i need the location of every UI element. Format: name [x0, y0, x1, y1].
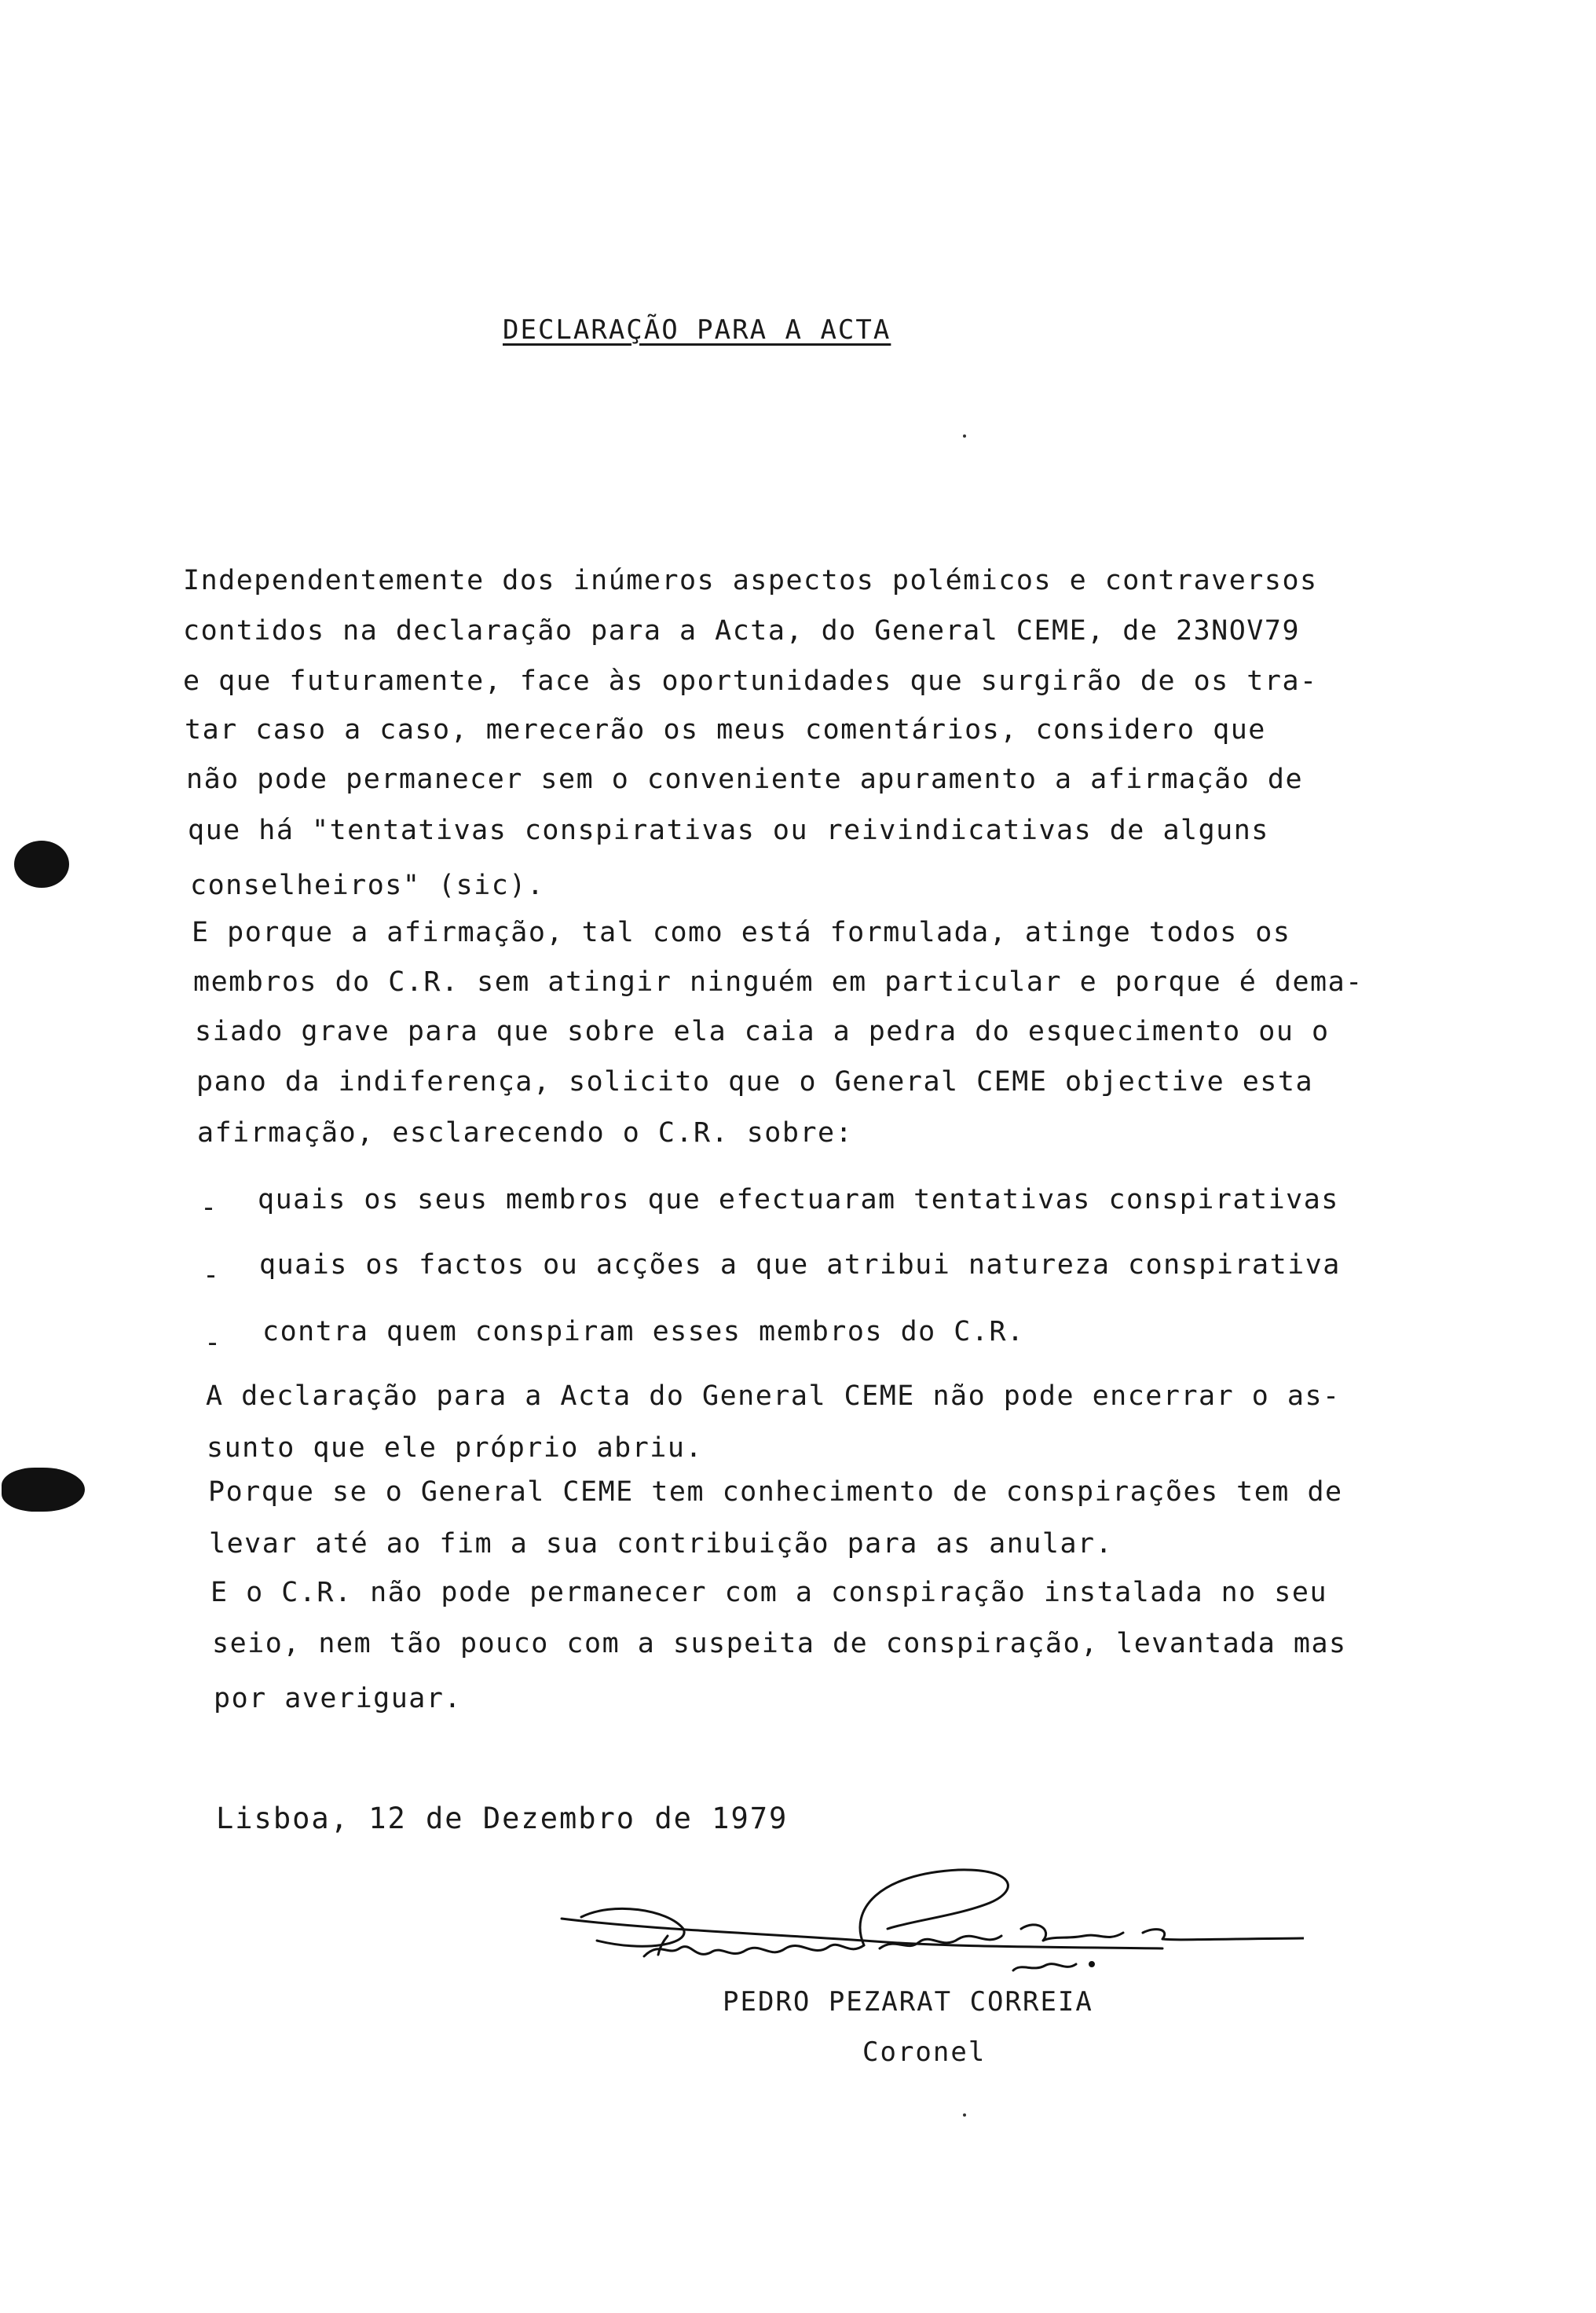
document-date: Lisboa, 12 de Dezembro de 1979: [216, 1802, 789, 1835]
body-line: não pode permanecer sem o conveniente apuramento a afirmação de: [186, 764, 1304, 795]
body-line: e que futuramente, face às oportunidades que surgirão de os tra-: [183, 665, 1318, 697]
signatory-name: PEDRO PEZARAT CORREIA: [723, 1986, 1093, 2018]
body-line: E porque a afirmação, tal como está formulada, atinge todos os: [192, 917, 1291, 948]
bullet-item: quais os seus membros que efectuaram tentativas conspirativas: [258, 1184, 1339, 1215]
closing-line: E o C.R. não pode permanecer com a conspiração instalada no seu: [210, 1577, 1328, 1608]
closing-line: por averiguar.: [214, 1683, 463, 1714]
closing-line: seio, nem tão pouco com a suspeita de conspiração, levantada mas: [212, 1628, 1347, 1659]
body-line: membros do C.R. sem atingir ninguém em particular e porque é dema-: [193, 966, 1364, 998]
bullet-item: contra quem conspiram esses membros do C.R.: [262, 1316, 1025, 1347]
closing-line: sunto que ele próprio abriu.: [207, 1432, 704, 1464]
bullet-item: quais os factos ou acções a que atribui natureza conspirativa: [259, 1249, 1341, 1281]
closing-line: Porque se o General CEME tem conhecimento de conspirações tem de: [208, 1476, 1343, 1508]
signatory-rank: Coronel: [862, 2036, 987, 2068]
bullet-marker: -: [203, 1259, 220, 1291]
handwritten-signature: [550, 1854, 1304, 1988]
punch-hole-top: [14, 841, 69, 888]
body-line: afirmação, esclarecendo o C.R. sobre:: [197, 1117, 854, 1149]
body-line: conselheiros" (sic).: [190, 870, 545, 901]
body-line: siado grave para que sobre ela caia a pedra do esquecimento ou o: [195, 1016, 1330, 1047]
bullet-marker: -: [200, 1192, 218, 1223]
scan-speck: [963, 434, 966, 438]
bullet-marker: -: [204, 1327, 221, 1358]
punch-hole-bottom: [2, 1468, 85, 1512]
body-line: contidos na declaração para a Acta, do General CEME, de 23NOV79: [183, 615, 1301, 647]
body-line: tar caso a caso, merecerão os meus comentários, considero que: [185, 714, 1266, 746]
body-line: Independentemente dos inúmeros aspectos polémicos e contraversos: [183, 565, 1318, 596]
scan-speck: [963, 2113, 966, 2117]
closing-line: A declaração para a Acta do General CEME não pode encerrar o as-: [206, 1380, 1341, 1412]
closing-line: levar até ao fim a sua contribuição para as anular.: [209, 1528, 1114, 1560]
document-title: DECLARAÇÃO PARA A ACTA: [503, 314, 891, 346]
body-line: pano da indiferença, solicito que o General CEME objective esta: [196, 1066, 1314, 1098]
body-line: que há "tentativas conspirativas ou reivindicativas de alguns: [188, 815, 1269, 846]
